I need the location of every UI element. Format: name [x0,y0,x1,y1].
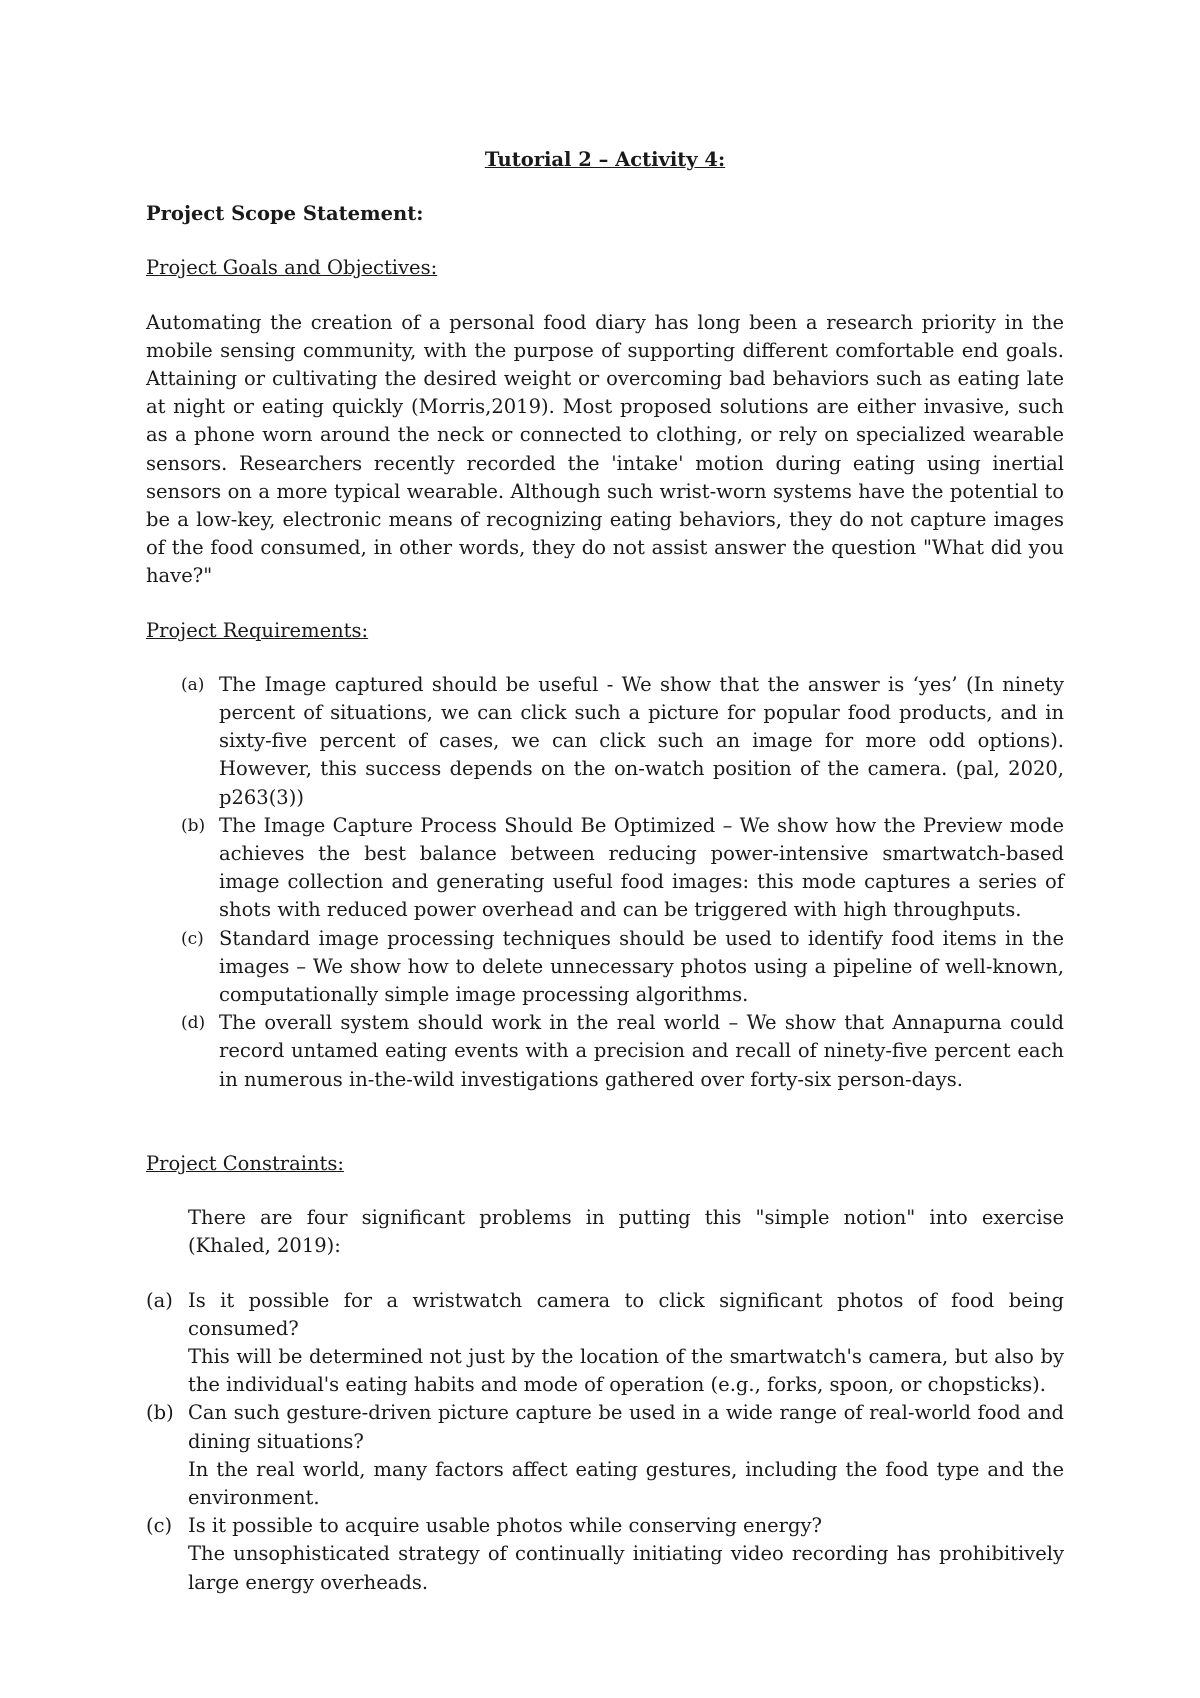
constraint-answer: In the real world, many factors affect eating gestures, including the food type and the environment. [188,1457,1064,1509]
requirement-item [181,812,1064,925]
constraint-answer: This will be determined not just by the location of the smartwatch's camera, but also by the individual's eating habits and mode of operation (e.g., forks, spoon, or chopsticks). [188,1344,1064,1397]
goals-paragraph: Automating the creation of a personal food diary has long been a research priority in the mobile sensing community, with the purpose of supporting different comfortable end goals. Attaining or cultivating the desired weight or overcoming bad behaviors such as eating late at night or eating quickly (Morris,2019). Most proposed solutions are either invasive, such as a phone worn around the neck or connected to clothing, or rely on specialized wearable sensors. Researchers recently recorded the 'intake' motion during eating using inertial sensors on a more typical wearable. Although such wrist-worn systems have the potential to be a low-key, electronic means of recognizing eating behaviors, they do not capture images of the food consumed, in other words, they do not assist answer the question "What did you have?" [146,310,1064,588]
requirements-heading: Project Requirements: [146,618,369,642]
requirement-item [181,925,1064,1010]
document-page [146,146,1064,1597]
constraint-item [146,1399,1064,1512]
constraint-question: Can such gesture-driven picture capture be used in a wide range of real-world food and dining situations? [188,1401,1064,1453]
scope-heading: Project Scope Statement: [146,202,424,226]
requirement-item [181,671,1064,812]
constraint-question: Is it possible for a wristwatch camera to click significant photos of food being consumed? [188,1288,1064,1340]
section-spacer [146,1094,1064,1150]
constraint-marker: (a) [146,1288,173,1312]
requirement-marker: (b) [181,815,206,836]
constraint-answer: The unsophisticated strategy of continually initiating video recording has prohibitively large energy overheads. [188,1542,1064,1594]
requirement-text: Standard image processing techniques should be used to identify food items in the images – We show how to delete unnecessary photos using a pipeline of well-known, computationally simple image processing algorithms. [219,926,1064,1007]
constraints-heading: Project Constraints: [146,1151,344,1175]
constraints-intro: There are four significant problems in putting this "simple notion" into exercise (Khaled, 2019): [188,1206,1064,1258]
constraint-marker: (c) [146,1514,173,1538]
constraints-list [146,1287,1064,1597]
constraint-item [146,1287,1064,1400]
requirement-item [181,1009,1064,1094]
requirement-marker: (c) [181,928,204,949]
constraint-item [146,1512,1064,1597]
requirement-marker: (a) [181,674,205,695]
requirement-text: The Image captured should be useful - We show that the answer is ‘yes’ (In ninety percent of situations, we can click such a picture for popular food products, and in sixty-five percent of cases, we can click such an image for more odd options). However, this success depends on the on-watch position of the camera. (pal, 2020, p263(3)) [219,672,1064,809]
constraint-marker: (b) [146,1401,174,1425]
requirement-marker: (d) [181,1013,206,1034]
requirement-text: The overall system should work in the real world – We show that Annapurna could record untamed eating events with a precision and recall of ninety-five percent each in numerous in-the-wild investigations gathered over forty-six person-days. [219,1011,1064,1091]
constraint-question: Is it possible to acquire usable photos while conserving energy? [188,1514,822,1538]
requirement-text: The Image Capture Process Should Be Optimized – We show how the Preview mode achieves the best balance between reducing power-intensive smartwatch-based image collection and generating useful food images: this mode captures a series of shots with reduced power overhead and can be triggered with high throughputs. [219,813,1064,922]
document-title: Tutorial 2 – Activity 4: [484,148,726,171]
goals-heading: Project Goals and Objectives: [146,256,438,280]
requirements-list [146,671,1064,1094]
